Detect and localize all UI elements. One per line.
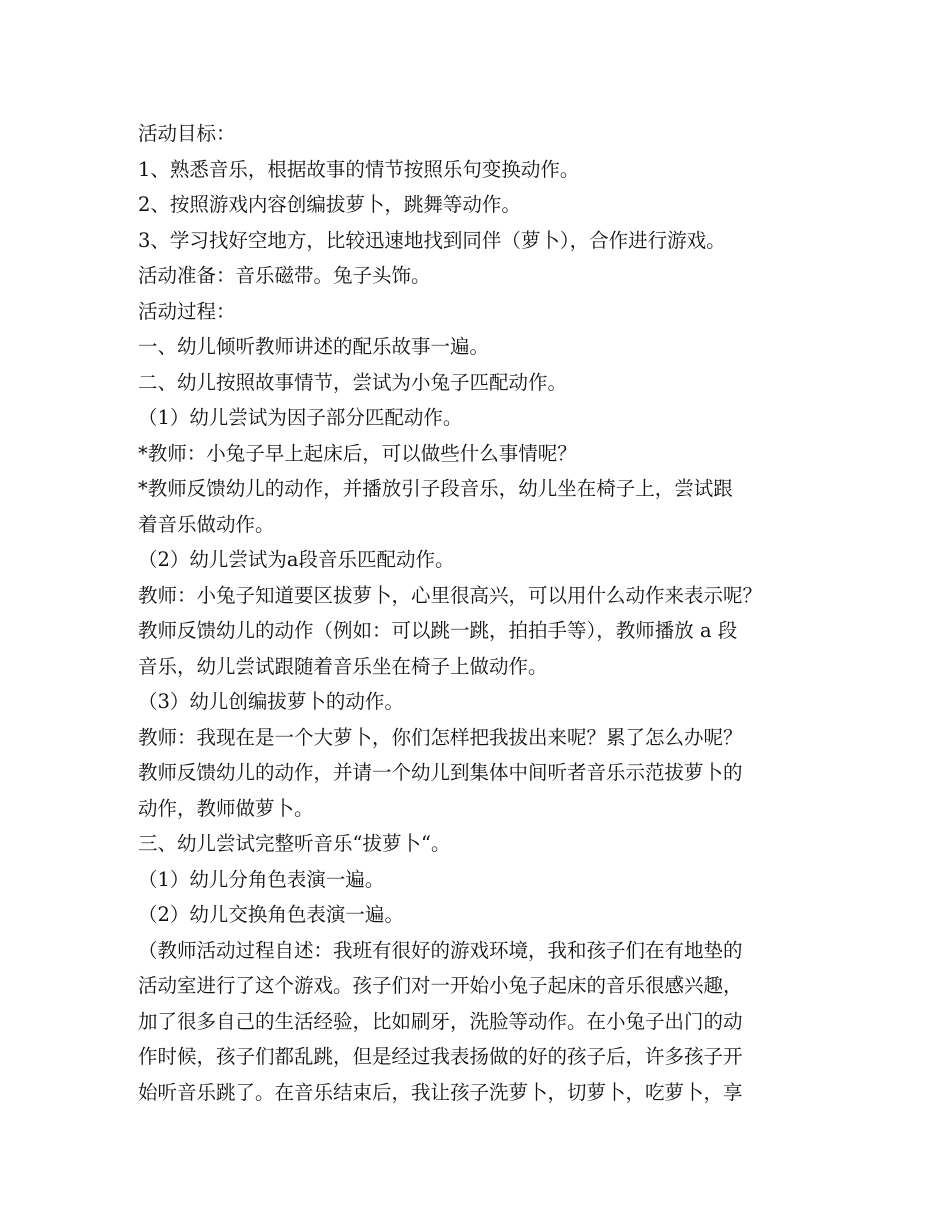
paragraph-line: *教师：小兔子早上起床后，可以做些什么事情呢？ [138, 441, 577, 465]
paragraph-line: 二、幼儿按照故事情节，尝试为小兔子匹配动作。 [138, 370, 568, 394]
paragraph-line: 活动室进行了这个游戏。孩子们对一开始小兔子起床的音乐很感兴趣， [138, 974, 743, 997]
paragraph-line: （教师活动过程自述：我班有很好的游戏环境，我和孩子们在有地垫的 [138, 938, 743, 962]
paragraph-line: 音乐，幼儿尝试跟随着音乐坐在椅子上做动作。 [138, 654, 548, 678]
paragraph-line: 3、学习找好空地方，比较迅速地找到同伴（萝卜），合作进行游戏。 [138, 228, 726, 252]
paragraph-line: （3）幼儿创编拔萝卜的动作。 [138, 690, 404, 713]
paragraph-line: （1）幼儿分角色表演一遍。 [138, 867, 385, 891]
paragraph-line: （2）幼儿交换角色表演一遍。 [138, 903, 404, 926]
paragraph-line: 教师反馈幼儿的动作（例如：可以跳一跳，拍拍手等），教师播放 a 段 [138, 619, 738, 642]
section-heading-process: 活动过程： [138, 299, 236, 323]
paragraph-line: *教师反馈幼儿的动作，并播放引子段音乐，幼儿坐在椅子上，尝试跟 [138, 477, 733, 500]
paragraph-line: 2、按照游戏内容创编拔萝卜，跳舞等动作。 [138, 193, 521, 216]
paragraph-line: 一、幼儿倾听教师讲述的配乐故事一遍。 [138, 335, 490, 358]
paragraph-line: 教师反馈幼儿的动作，并请一个幼儿到集体中间听者音乐示范拔萝卜的 [138, 761, 743, 784]
section-heading-preparation: 活动准备：音乐磁带。兔子头饰。 [138, 264, 431, 287]
paragraph-line: 三、幼儿尝试完整听音乐“拔萝卜“。 [138, 832, 451, 855]
section-heading-goals: 活动目标： [138, 122, 236, 145]
paragraph-line: 作时候，孩子们都乱跳，但是经过我表扬做的好的孩子后，许多孩子开 [138, 1045, 743, 1068]
paragraph-line: 1、熟悉音乐，根据故事的情节按照乐句变换动作。 [138, 157, 580, 181]
document-body [138, 116, 818, 1110]
paragraph-line: 教师：小兔子知道要区拔萝卜，心里很高兴，可以用什么动作来表示呢？ [138, 583, 763, 607]
paragraph-line: 着音乐做动作。 [138, 512, 275, 536]
paragraph-line: 教师：我现在是一个大萝卜，你们怎样把我拔出来呢？累了怎么办呢？ [138, 725, 743, 749]
paragraph-line: （1）幼儿尝试为因子部分匹配动作。 [138, 406, 463, 429]
paragraph-line: 动作，教师做萝卜。 [138, 796, 314, 820]
paragraph-line: 加了很多自己的生活经验，比如刷牙，洗脸等动作。在小兔子出门的动 [138, 1009, 743, 1033]
paragraph-line: 始听音乐跳了。在音乐结束后，我让孩子洗萝卜，切萝卜，吃萝卜，享 [138, 1080, 743, 1104]
paragraph-line: （2）幼儿尝试为a段音乐匹配动作。 [138, 548, 455, 571]
